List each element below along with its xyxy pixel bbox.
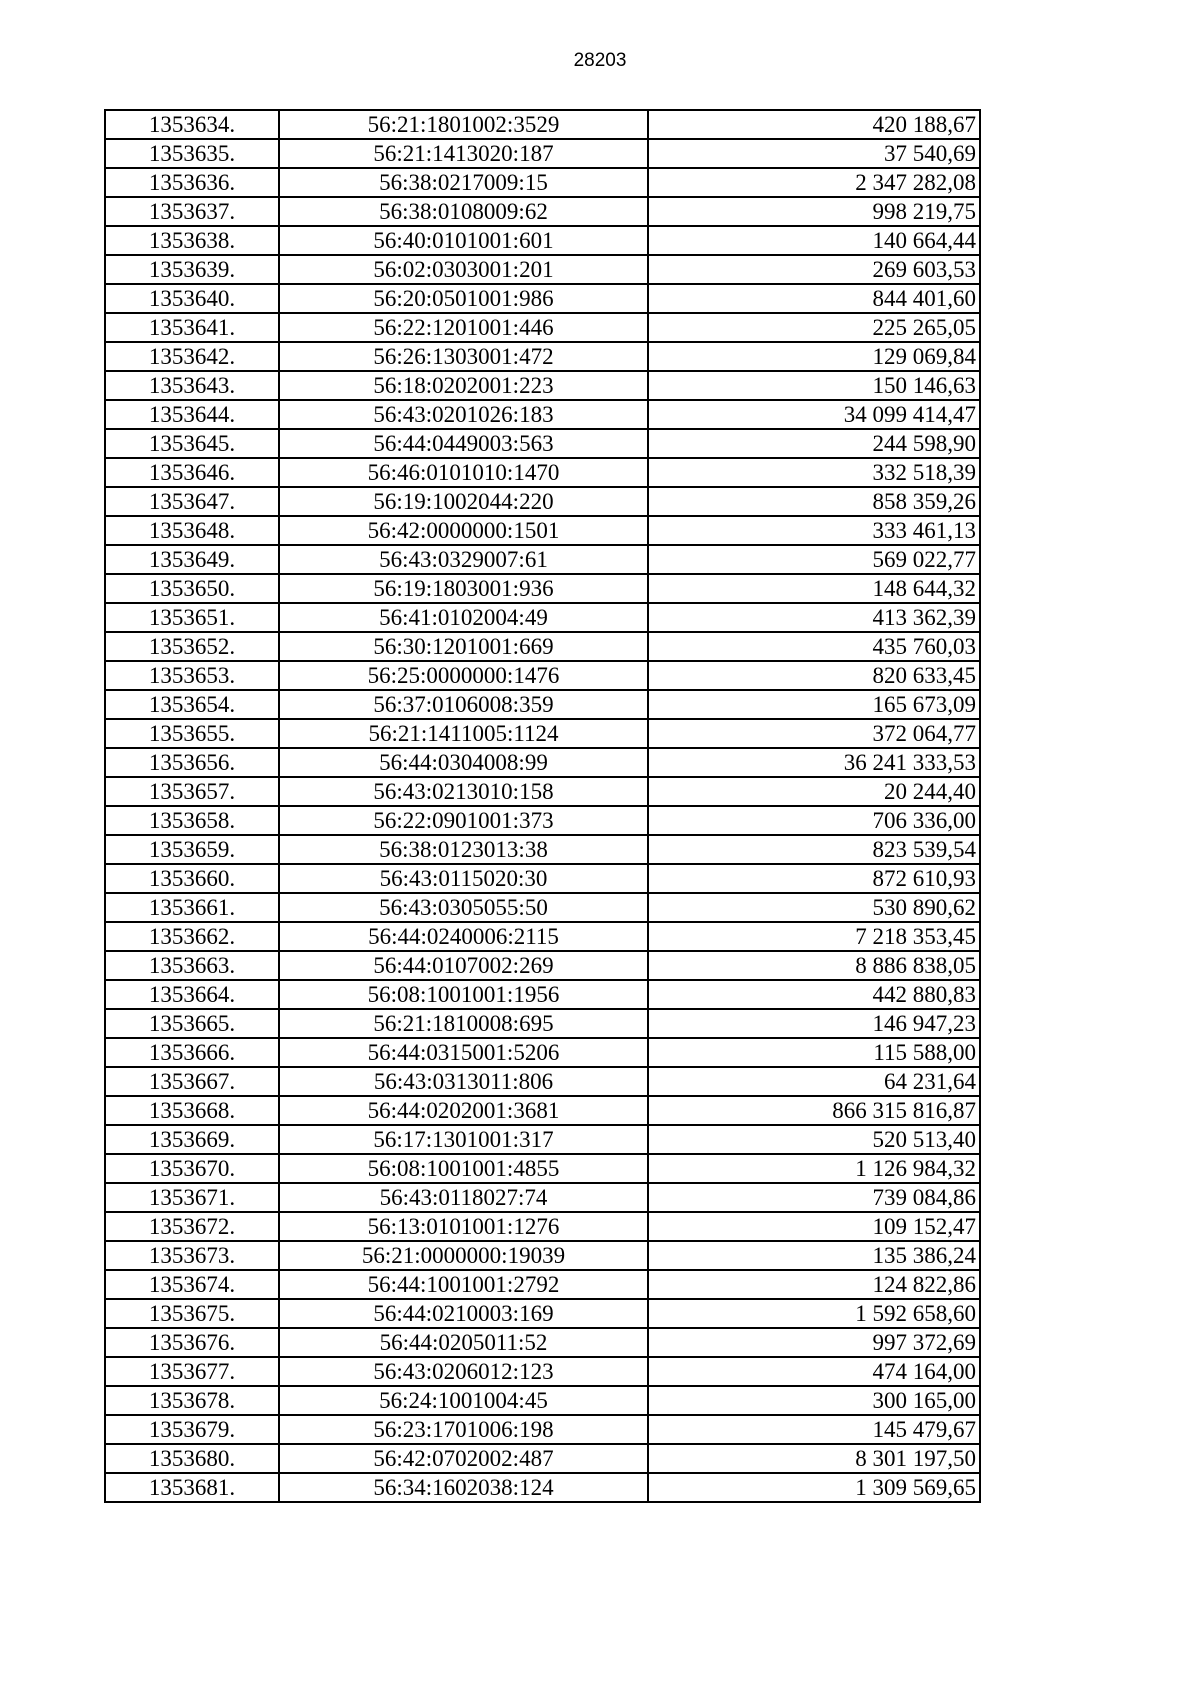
row-number-cell: 1353646.	[105, 458, 279, 487]
table-row	[105, 603, 980, 632]
cadastral-number-cell: 56:08:1001001:1956	[279, 980, 648, 1009]
row-number-cell: 1353664.	[105, 980, 279, 1009]
table-row	[105, 110, 980, 139]
cadastral-number-cell: 56:08:1001001:4855	[279, 1154, 648, 1183]
row-number-cell: 1353657.	[105, 777, 279, 806]
cadastral-number-cell: 56:44:1001001:2792	[279, 1270, 648, 1299]
row-number-cell: 1353667.	[105, 1067, 279, 1096]
row-number-cell: 1353662.	[105, 922, 279, 951]
cadastral-number-cell: 56:21:1413020:187	[279, 139, 648, 168]
cadastral-number-cell: 56:26:1303001:472	[279, 342, 648, 371]
row-number-cell: 1353678.	[105, 1386, 279, 1415]
cadastral-value-cell: 135 386,24	[648, 1241, 980, 1270]
row-number-cell: 1353669.	[105, 1125, 279, 1154]
cadastral-number-cell: 56:19:1803001:936	[279, 574, 648, 603]
row-number-cell: 1353679.	[105, 1415, 279, 1444]
cadastral-value-cell: 225 265,05	[648, 313, 980, 342]
table-row	[105, 893, 980, 922]
table-row	[105, 632, 980, 661]
cadastral-value-cell: 37 540,69	[648, 139, 980, 168]
cadastral-number-cell: 56:43:0313011:806	[279, 1067, 648, 1096]
table-row	[105, 458, 980, 487]
row-number-cell: 1353668.	[105, 1096, 279, 1125]
table-row	[105, 1473, 980, 1502]
cadastral-number-cell: 56:43:0213010:158	[279, 777, 648, 806]
row-number-cell: 1353637.	[105, 197, 279, 226]
row-number-cell: 1353639.	[105, 255, 279, 284]
table-row	[105, 574, 980, 603]
table-row	[105, 951, 980, 980]
cadastral-number-cell: 56:44:0202001:3681	[279, 1096, 648, 1125]
row-number-cell: 1353665.	[105, 1009, 279, 1038]
cadastral-value-cell: 739 084,86	[648, 1183, 980, 1212]
cadastral-number-cell: 56:17:1301001:317	[279, 1125, 648, 1154]
table-row	[105, 400, 980, 429]
cadastral-value-cell: 474 164,00	[648, 1357, 980, 1386]
cadastral-value-cell: 520 513,40	[648, 1125, 980, 1154]
table-row	[105, 1386, 980, 1415]
cadastral-value-cell: 372 064,77	[648, 719, 980, 748]
cadastral-number-cell: 56:38:0217009:15	[279, 168, 648, 197]
cadastral-value-cell: 435 760,03	[648, 632, 980, 661]
cadastral-value-cell: 140 664,44	[648, 226, 980, 255]
cadastral-value-cell: 1 126 984,32	[648, 1154, 980, 1183]
cadastral-value-cell: 2 347 282,08	[648, 168, 980, 197]
cadastral-value-cell: 8 301 197,50	[648, 1444, 980, 1473]
cadastral-value-cell: 530 890,62	[648, 893, 980, 922]
cadastral-number-cell: 56:43:0305055:50	[279, 893, 648, 922]
table-row	[105, 1154, 980, 1183]
cadastral-value-cell: 64 231,64	[648, 1067, 980, 1096]
cadastral-number-cell: 56:43:0206012:123	[279, 1357, 648, 1386]
cadastral-value-cell: 420 188,67	[648, 110, 980, 139]
table-row	[105, 487, 980, 516]
cadastral-number-cell: 56:43:0115020:30	[279, 864, 648, 893]
table-row	[105, 342, 980, 371]
row-number-cell: 1353675.	[105, 1299, 279, 1328]
cadastral-value-cell: 706 336,00	[648, 806, 980, 835]
cadastral-value-cell: 269 603,53	[648, 255, 980, 284]
row-number-cell: 1353644.	[105, 400, 279, 429]
cadastral-value-cell: 442 880,83	[648, 980, 980, 1009]
cadastral-value-cell: 146 947,23	[648, 1009, 980, 1038]
row-number-cell: 1353680.	[105, 1444, 279, 1473]
cadastral-value-cell: 1 592 658,60	[648, 1299, 980, 1328]
cadastral-value-cell: 844 401,60	[648, 284, 980, 313]
table-row	[105, 139, 980, 168]
table-row	[105, 429, 980, 458]
cadastral-number-cell: 56:41:0102004:49	[279, 603, 648, 632]
table-row	[105, 1067, 980, 1096]
page-number: 28203	[573, 50, 627, 71]
table-row	[105, 168, 980, 197]
cadastral-number-cell: 56:25:0000000:1476	[279, 661, 648, 690]
cadastral-value-cell: 244 598,90	[648, 429, 980, 458]
cadastral-number-cell: 56:22:0901001:373	[279, 806, 648, 835]
cadastral-value-cell: 148 644,32	[648, 574, 980, 603]
cadastral-number-cell: 56:13:0101001:1276	[279, 1212, 648, 1241]
cadastral-number-cell: 56:43:0329007:61	[279, 545, 648, 574]
cadastral-value-cell: 413 362,39	[648, 603, 980, 632]
cadastral-value-cell: 569 022,77	[648, 545, 980, 574]
table-row	[105, 1183, 980, 1212]
row-number-cell: 1353659.	[105, 835, 279, 864]
row-number-cell: 1353670.	[105, 1154, 279, 1183]
row-number-cell: 1353663.	[105, 951, 279, 980]
row-number-cell: 1353647.	[105, 487, 279, 516]
cadastral-value-cell: 7 218 353,45	[648, 922, 980, 951]
row-number-cell: 1353636.	[105, 168, 279, 197]
table-row	[105, 777, 980, 806]
table-row	[105, 1299, 980, 1328]
cadastral-number-cell: 56:42:0702002:487	[279, 1444, 648, 1473]
cadastral-value-cell: 333 461,13	[648, 516, 980, 545]
cadastral-number-cell: 56:23:1701006:198	[279, 1415, 648, 1444]
cadastral-value-cell: 129 069,84	[648, 342, 980, 371]
cadastral-number-cell: 56:38:0108009:62	[279, 197, 648, 226]
cadastral-number-cell: 56:18:0202001:223	[279, 371, 648, 400]
cadastral-number-cell: 56:44:0315001:5206	[279, 1038, 648, 1067]
cadastral-number-cell: 56:44:0107002:269	[279, 951, 648, 980]
table-row	[105, 284, 980, 313]
table-row	[105, 1357, 980, 1386]
row-number-cell: 1353652.	[105, 632, 279, 661]
cadastral-number-cell: 56:38:0123013:38	[279, 835, 648, 864]
row-number-cell: 1353642.	[105, 342, 279, 371]
row-number-cell: 1353654.	[105, 690, 279, 719]
cadastral-value-cell: 858 359,26	[648, 487, 980, 516]
cadastral-value-cell: 34 099 414,47	[648, 400, 980, 429]
cadastral-value-cell: 872 610,93	[648, 864, 980, 893]
table-row	[105, 1009, 980, 1038]
cadastral-number-cell: 56:37:0106008:359	[279, 690, 648, 719]
cadastral-value-cell: 165 673,09	[648, 690, 980, 719]
table-row	[105, 1444, 980, 1473]
row-number-cell: 1353666.	[105, 1038, 279, 1067]
row-number-cell: 1353653.	[105, 661, 279, 690]
cadastral-value-cell: 300 165,00	[648, 1386, 980, 1415]
row-number-cell: 1353676.	[105, 1328, 279, 1357]
cadastral-value-cell: 823 539,54	[648, 835, 980, 864]
cadastral-value-cell: 115 588,00	[648, 1038, 980, 1067]
row-number-cell: 1353640.	[105, 284, 279, 313]
row-number-cell: 1353651.	[105, 603, 279, 632]
cadastral-number-cell: 56:46:0101010:1470	[279, 458, 648, 487]
cadastral-number-cell: 56:44:0205011:52	[279, 1328, 648, 1357]
cadastral-number-cell: 56:19:1002044:220	[279, 487, 648, 516]
table-row	[105, 1125, 980, 1154]
cadastral-number-cell: 56:21:1801002:3529	[279, 110, 648, 139]
table-row	[105, 255, 980, 284]
row-number-cell: 1353638.	[105, 226, 279, 255]
cadastral-number-cell: 56:43:0118027:74	[279, 1183, 648, 1212]
table-body	[105, 110, 980, 1502]
cadastral-value-cell: 332 518,39	[648, 458, 980, 487]
table-row	[105, 313, 980, 342]
cadastral-number-cell: 56:40:0101001:601	[279, 226, 648, 255]
table-row	[105, 1038, 980, 1067]
table-row	[105, 748, 980, 777]
row-number-cell: 1353645.	[105, 429, 279, 458]
table-row	[105, 806, 980, 835]
cadastral-number-cell: 56:21:1411005:1124	[279, 719, 648, 748]
cadastral-number-cell: 56:43:0201026:183	[279, 400, 648, 429]
row-number-cell: 1353643.	[105, 371, 279, 400]
row-number-cell: 1353673.	[105, 1241, 279, 1270]
cadastral-number-cell: 56:44:0449003:563	[279, 429, 648, 458]
cadastral-value-cell: 1 309 569,65	[648, 1473, 980, 1502]
table-row	[105, 197, 980, 226]
row-number-cell: 1353649.	[105, 545, 279, 574]
cadastral-value-cell: 36 241 333,53	[648, 748, 980, 777]
cadastral-value-cell: 820 633,45	[648, 661, 980, 690]
row-number-cell: 1353634.	[105, 110, 279, 139]
table-row	[105, 661, 980, 690]
cadastral-number-cell: 56:42:0000000:1501	[279, 516, 648, 545]
cadastral-value-cell: 8 886 838,05	[648, 951, 980, 980]
cadastral-value-cell: 997 372,69	[648, 1328, 980, 1357]
row-number-cell: 1353650.	[105, 574, 279, 603]
table-row	[105, 1096, 980, 1125]
row-number-cell: 1353672.	[105, 1212, 279, 1241]
cadastral-value-cell: 20 244,40	[648, 777, 980, 806]
cadastral-number-cell: 56:34:1602038:124	[279, 1473, 648, 1502]
table-row	[105, 1415, 980, 1444]
row-number-cell: 1353674.	[105, 1270, 279, 1299]
cadastral-number-cell: 56:22:1201001:446	[279, 313, 648, 342]
cadastral-number-cell: 56:20:0501001:986	[279, 284, 648, 313]
row-number-cell: 1353658.	[105, 806, 279, 835]
cadastral-value-cell: 109 152,47	[648, 1212, 980, 1241]
cadastral-number-cell: 56:21:1810008:695	[279, 1009, 648, 1038]
cadastral-number-cell: 56:24:1001004:45	[279, 1386, 648, 1415]
table-row	[105, 719, 980, 748]
cadastral-number-cell: 56:21:0000000:19039	[279, 1241, 648, 1270]
row-number-cell: 1353655.	[105, 719, 279, 748]
table-row	[105, 922, 980, 951]
row-number-cell: 1353648.	[105, 516, 279, 545]
row-number-cell: 1353641.	[105, 313, 279, 342]
table-row	[105, 1328, 980, 1357]
table-row	[105, 690, 980, 719]
cadastral-value-cell: 998 219,75	[648, 197, 980, 226]
table-row	[105, 1270, 980, 1299]
row-number-cell: 1353681.	[105, 1473, 279, 1502]
cadastral-number-cell: 56:44:0304008:99	[279, 748, 648, 777]
cadastral-number-cell: 56:30:1201001:669	[279, 632, 648, 661]
cadastral-value-table	[104, 109, 981, 1503]
table-row	[105, 516, 980, 545]
cadastral-value-cell: 145 479,67	[648, 1415, 980, 1444]
cadastral-number-cell: 56:44:0210003:169	[279, 1299, 648, 1328]
table-row	[105, 864, 980, 893]
table-row	[105, 371, 980, 400]
table-row	[105, 835, 980, 864]
cadastral-value-cell: 150 146,63	[648, 371, 980, 400]
row-number-cell: 1353661.	[105, 893, 279, 922]
table-row	[105, 545, 980, 574]
cadastral-value-cell: 866 315 816,87	[648, 1096, 980, 1125]
table-row	[105, 1212, 980, 1241]
row-number-cell: 1353656.	[105, 748, 279, 777]
row-number-cell: 1353660.	[105, 864, 279, 893]
row-number-cell: 1353671.	[105, 1183, 279, 1212]
row-number-cell: 1353635.	[105, 139, 279, 168]
cadastral-number-cell: 56:02:0303001:201	[279, 255, 648, 284]
table-row	[105, 226, 980, 255]
table-row	[105, 980, 980, 1009]
table-row	[105, 1241, 980, 1270]
cadastral-value-cell: 124 822,86	[648, 1270, 980, 1299]
cadastral-number-cell: 56:44:0240006:2115	[279, 922, 648, 951]
row-number-cell: 1353677.	[105, 1357, 279, 1386]
